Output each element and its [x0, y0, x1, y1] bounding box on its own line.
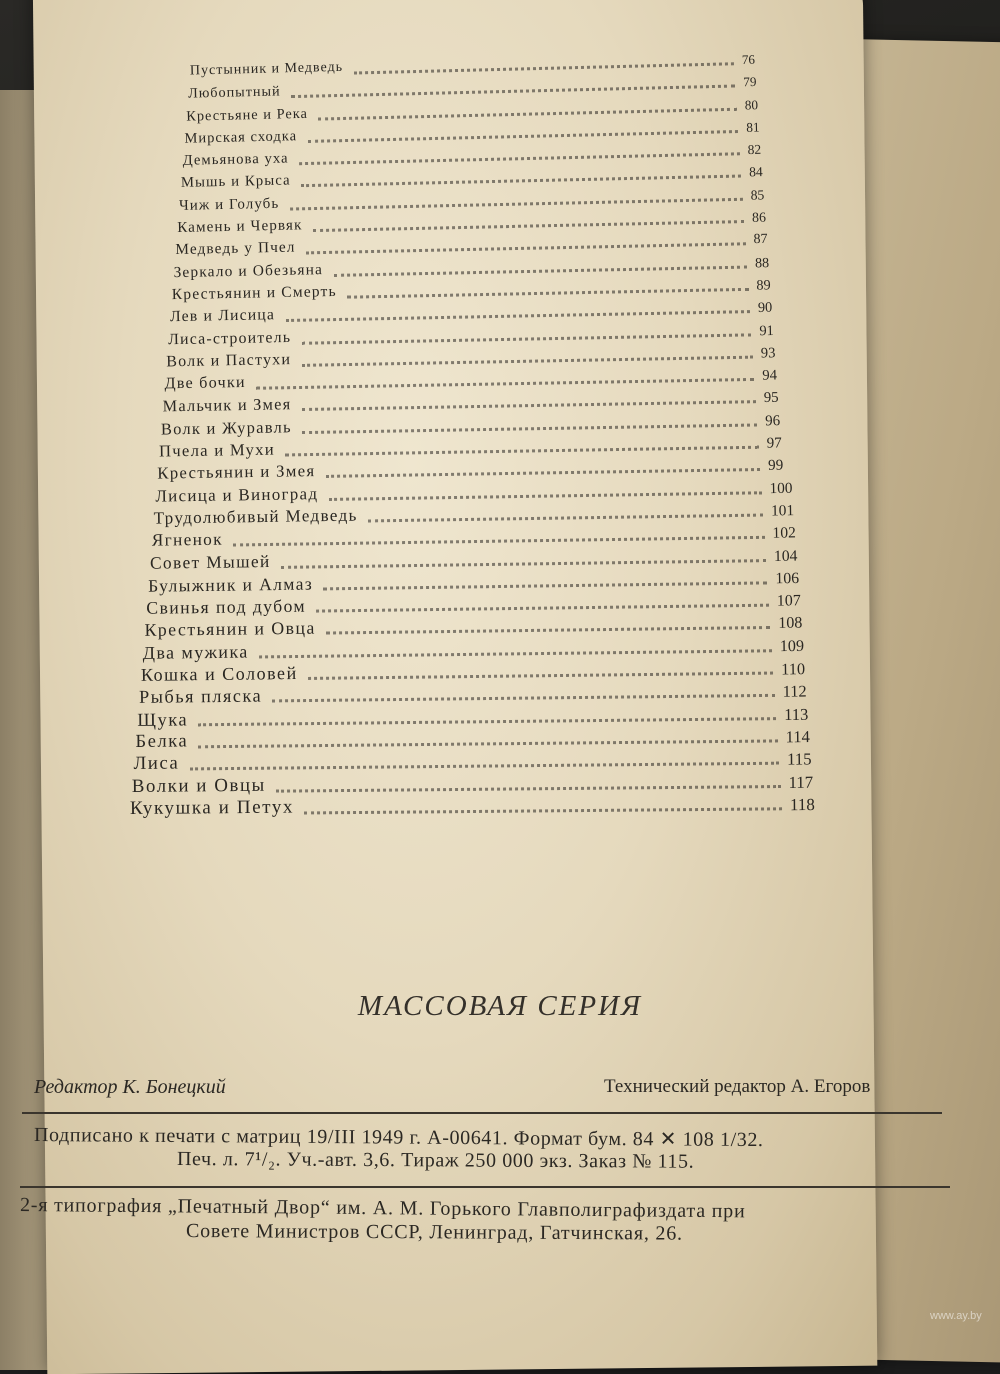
toc-entry-page: 96: [765, 412, 781, 430]
toc-entry-title: Чиж и Голубь: [178, 195, 280, 214]
toc-entry-title: Камень и Червяк: [177, 217, 303, 237]
toc-entry-title: Пчела и Мухи: [158, 439, 276, 461]
toc-entry-page: 90: [757, 299, 773, 317]
toc-entry-page: 86: [751, 209, 767, 225]
toc-entry-title: Зеркало и Обезьяна: [173, 260, 324, 281]
toc-entry-title: Булыжник и Алмаз: [148, 573, 314, 596]
toc-entry-page: 113: [784, 704, 809, 724]
toc-entry-page: 106: [775, 569, 800, 588]
toc-entry-page: 87: [753, 232, 768, 248]
toc-entry-page: 81: [746, 119, 760, 135]
print-run-line: Печ. л. 7¹/₂. Уч.-авт. 3,6. Тираж 250 000 экз. Заказ № 115.: [176, 1148, 695, 1173]
toc-entry-title: Трудолюбивый Медведь: [153, 505, 358, 528]
toc-entry-page: 93: [760, 345, 776, 362]
toc-entry-page: 101: [770, 502, 795, 520]
toc-entry-title: Крестьянин и Смерть: [171, 282, 337, 304]
divider-line: [20, 1186, 950, 1188]
toc-entry-title: Две бочки: [164, 374, 247, 393]
toc-entry-page: 89: [756, 277, 771, 294]
toc-entry-title: Мирская сходка: [184, 128, 298, 147]
toc-entry-title: Кукушка и Петух: [129, 796, 295, 819]
toc-entry-title: Волк и Журавль: [160, 417, 292, 439]
tech-editor-line: Технический редактор А. Егоров: [604, 1076, 871, 1097]
toc-entry-page: 107: [776, 592, 801, 610]
toc-entry-page: 115: [786, 749, 812, 769]
series-title: МАССОВАЯ СЕРИЯ: [357, 990, 643, 1022]
toc-entry-title: Волки и Овцы: [131, 774, 266, 797]
toc-entry-title: Пустынник и Медведь: [189, 59, 344, 79]
toc-entry-title: Лисица и Виноград: [155, 483, 319, 506]
toc-entry-page: 109: [779, 637, 805, 655]
toc-entry-title: Свинья под дубом: [146, 595, 307, 618]
toc-entry-title: Любопытный: [187, 83, 281, 102]
toc-entry-title: Демьянова уха: [182, 150, 289, 169]
toc-dot-leader: [304, 785, 782, 814]
toc-entry-page: 79: [743, 74, 757, 90]
toc-entry-title: Крестьянин и Овца: [144, 618, 316, 641]
toc-entry-page: 100: [769, 479, 793, 497]
toc-entry-title: Лиса-строитель: [167, 328, 292, 348]
signed-to-print-line: Подписано к печати с матриц 19/III 1949 г. А-00641. Формат бум. 84 ✕ 108 1/32.: [33, 1124, 764, 1152]
toc-entry-page: 114: [785, 727, 811, 747]
toc-entry-page: 76: [741, 51, 756, 68]
toc-entry-page: 88: [754, 254, 770, 272]
toc-entry-title: Кошка и Соловей: [140, 663, 298, 685]
watermark: www.ay.by: [930, 1310, 982, 1322]
toc-entry-page: 94: [762, 367, 778, 384]
toc-entry-page: 108: [778, 614, 803, 633]
toc-entry-page: 112: [782, 681, 807, 702]
toc-entry-page: 95: [763, 390, 779, 407]
divider-line: [22, 1112, 942, 1114]
toc-entry-page: 91: [759, 322, 774, 339]
toc-entry-title: Лиса: [133, 752, 180, 775]
toc-entry-page: 84: [748, 164, 763, 180]
toc-entry-page: 118: [789, 794, 815, 815]
toc-entry-title: Мышь и Крыса: [180, 172, 291, 192]
typography-line: 2-я типография „Печатный Двор“ им. А. М. Горького Главполиграфиздата при: [19, 1194, 746, 1223]
toc-entry-title: Ягненок: [151, 529, 224, 550]
toc-entry-page: 80: [744, 96, 759, 113]
toc-entry-title: Волк и Пастухи: [166, 350, 292, 371]
toc-entry-page: 82: [747, 141, 762, 158]
toc-entry-page: 99: [767, 456, 784, 475]
toc-entry-page: 97: [766, 435, 782, 452]
typography-address-line: Совете Министров СССР, Ленинград, Гатчинская, 26.: [185, 1220, 683, 1245]
toc-entry-title: Белка: [135, 730, 189, 752]
toc-entry-title: Медведь у Пчел: [175, 238, 296, 259]
table-of-contents: [129, 51, 830, 820]
toc-entry-title: Крестьянин и Змея: [157, 461, 316, 483]
toc-entry-title: Щука: [137, 708, 189, 730]
toc-entry-title: Крестьяне и Река: [186, 105, 309, 125]
toc-entry-title: Совет Мышей: [149, 551, 271, 573]
toc-entry-page: 85: [750, 187, 765, 203]
toc-entry-title: Два мужика: [142, 641, 249, 663]
editor-line: Редактор К. Бонецкий: [34, 1076, 226, 1098]
toc-entry-page: 117: [788, 772, 814, 792]
toc-entry-page: 104: [773, 547, 798, 565]
toc-entry-title: Мальчик и Змея: [162, 395, 292, 416]
toc-entry-title: Рыбья пляска: [138, 685, 263, 708]
toc-entry-page: 102: [772, 524, 796, 542]
toc-entry-title: Лев и Лисица: [169, 306, 276, 326]
toc-entry-page: 110: [781, 660, 806, 679]
